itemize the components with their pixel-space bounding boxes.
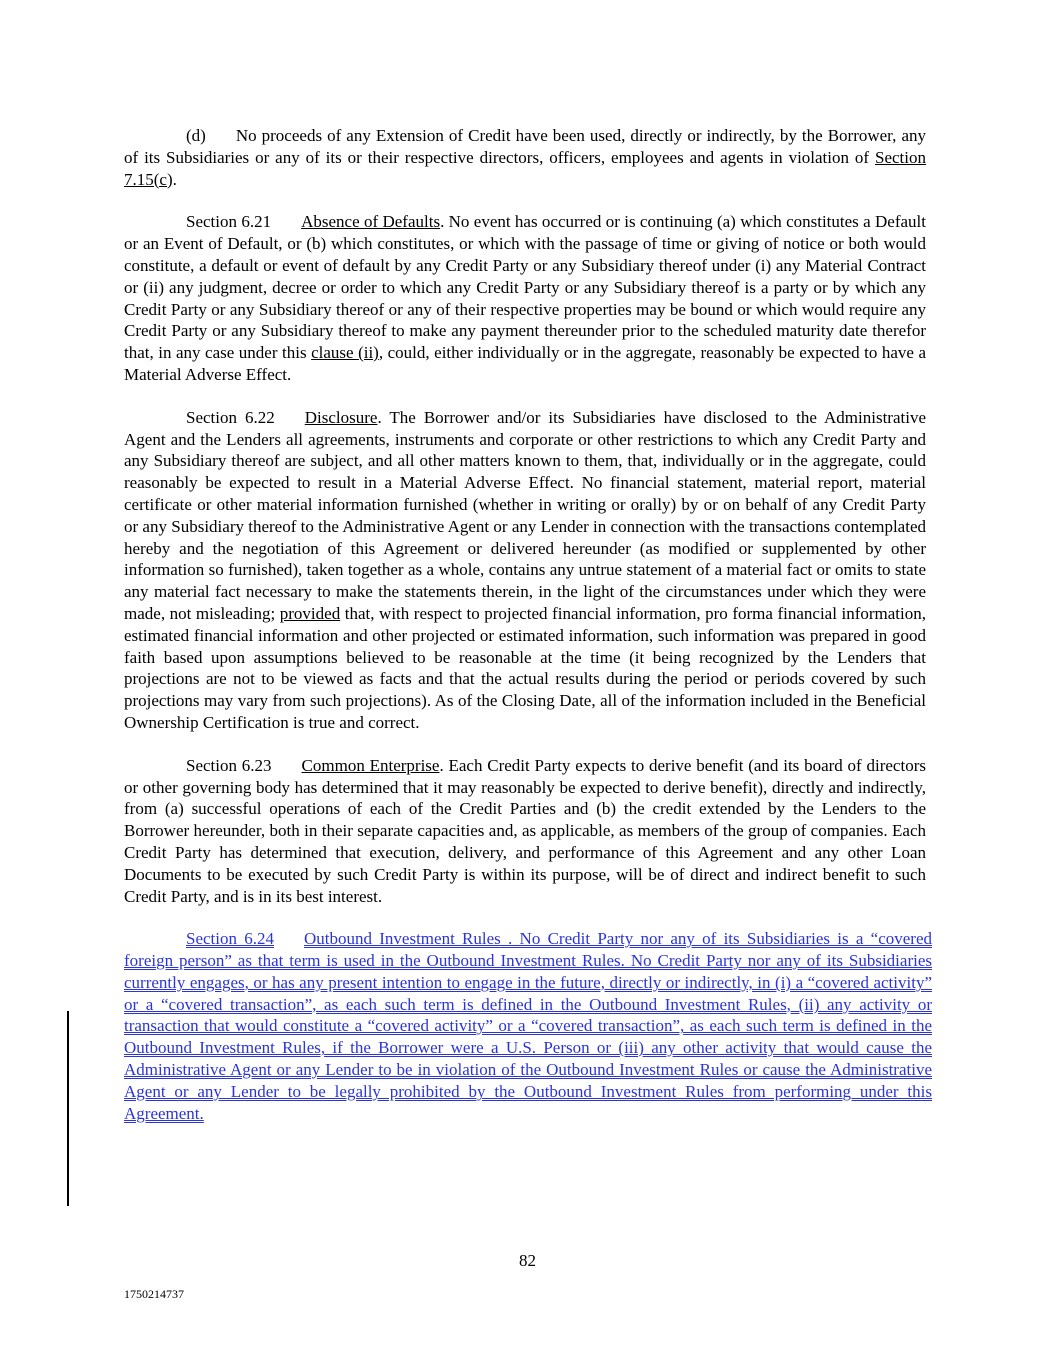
section-title: Absence of Defaults <box>301 212 441 232</box>
section-title: Common Enterprise <box>301 755 440 775</box>
section-number: Section 6.24 <box>186 929 274 949</box>
paragraph-d: (d) No proceeds of any Extension of Credit have been used, directly or indirectly, by the Borrower, any of its Subsidiaries or any of its or their respective directors, officers, employees and agents in violation of Section 7.15(c). <box>124 126 926 189</box>
section-6-21: Section 6.21 Absence of Defaults. No event has occurred or is continuing (a) which constitutes a Default or an Event of Default, or (b) which constitutes, or which with the passage of time or giving of notice or both would constitute, a default or event of default by any Credit Party or any Subsidiary thereof under (i) any Material Contract or (ii) any judgment, decree or order to which any Credit Party or any Subsidiary thereof is a party or by which any Credit Party or any Subsidiary thereof or any of their respective properties may be bound or which would require any Credit Party or any Subsidiary thereof to make any payment thereunder prior to the scheduled maturity date therefor that, in any case under this clause (ii), could, either individually or in the aggregate, reasonably be expected to have a Material Adverse Effect. <box>124 212 927 384</box>
provided-term: provided <box>279 603 341 623</box>
document-id: 1750214737 <box>124 1287 184 1301</box>
section-6-23: Section 6.23 Common Enterprise. Each Credit Party expects to derive benefit (and its board of directors or other governing body has determined that it may reasonably be expected to derive benefit), directly and indirectly, from (a) successful operations of each of the Credit Parties and (b) the credit extended by the Lenders to the Borrower hereunder, both in their separate capacities and, as applicable, as members of the group of companies. Each Credit Party has determined that execution, delivery, and performance of this Agreement and any other Loan Documents to be executed by such Credit Party is within its purpose, will be of direct and indirect benefit to such Credit Party, and is in its best interest. <box>124 755 926 906</box>
section-number: Section 6.23 <box>186 755 272 775</box>
change-bar <box>67 1011 69 1206</box>
section-number: Section 6.22 <box>186 407 275 427</box>
document-body <box>124 125 932 1145</box>
section-6-22: Section 6.22 Disclosure. The Borrower and/or its Subsidiaries have disclosed to the Administrative Agent and the Lenders all agreements, instruments and corporate or other restrictions to which any Credit Party and any Subsidiary thereof are subject, and all other matters known to them, that, individually or in the aggregate, could reasonably be expected to result in a Material Adverse Effect. No financial statement, material report, material certificate or other material information furnished (whether in writing or orally) by or on behalf of any Credit Party or any Subsidiary thereof to the Administrative Agent or any Lender in connection with the transactions contemplated hereby and the negotiation of this Agreement or delivered hereunder (as modified or supplemented by other information so furnished), taken together as a whole, contains any untrue statement of a material fact or omits to state any material fact necessary to make the statements therein, in the light of the circumstances under which they were made, not misleading; provided that, with respect to projected financial information, pro forma financial information, estimated financial information and other projected or estimated information, such information was prepared in good faith based upon assumptions believed to be reasonable at the time (it being recognized by the Lenders that projections are not to be viewed as facts and that the actual results during the period or periods covered by such projections may vary from such projections). As of the Closing Date, all of the information included in the Beneficial Ownership Certification is true and correct. <box>124 407 927 732</box>
section-number: Section 6.21 <box>186 212 272 232</box>
section-title: Disclosure <box>304 407 378 427</box>
clause-reference: clause (ii) <box>311 343 379 363</box>
section-reference-link[interactable]: Section 7.15(c) <box>124 147 926 189</box>
section-6-24-inserted: Section 6.24 Outbound Investment Rules . No Credit Party nor any of its Subsidiaries is a “covered foreign person” as that term is used in the Outbound Investment Rules. No Credit Party nor any of its Subsidiaries currently engages, or has any present intention to engage in the future, directly or indirectly, in (i) a “covered activity” or a “covered transaction”, as each such term is defined in the Outbound Investment Rules, (ii) any activity or transaction that would constitute a “covered activity” or a “covered transaction”, as each such term is defined in the Outbound Investment Rules, if the Borrower were a U.S. Person or (iii) any other activity that would cause the Administrative Agent or any Lender to be in violation of the Outbound Investment Rules or cause the Administrative Agent or any Lender to be legally prohibited by the Outbound Investment Rules from performing under this Agreement. <box>124 929 932 1123</box>
section-title: Outbound Investment Rules <box>304 929 501 949</box>
page-number: 82 <box>519 1251 536 1270</box>
paragraph-d-label: (d) <box>186 126 206 145</box>
